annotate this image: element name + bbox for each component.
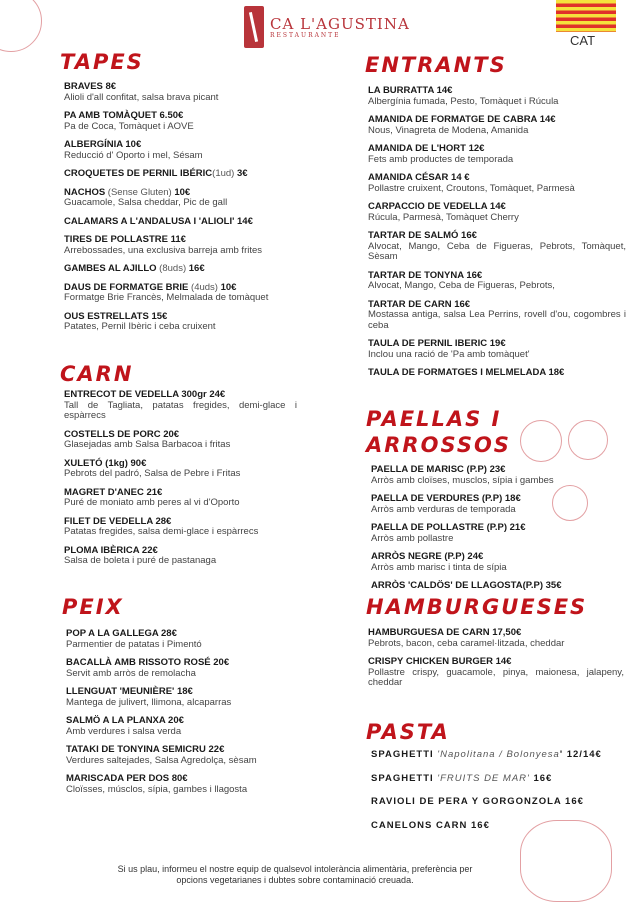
dish-description: Formatge Brie Francès, Melmalada de tomàquet — [64, 292, 269, 303]
menu-item — [64, 459, 297, 480]
dish-description: Patates, Pernil Ibèric i ceba cruixent — [64, 321, 216, 332]
dish-name: SPAGHETTI — [371, 749, 434, 760]
dish-description: Cloïsses, músclos, sípia, gambes i llagosta — [66, 783, 248, 795]
menu-item — [368, 115, 626, 136]
menu-item — [64, 283, 309, 304]
menu-item-title — [368, 339, 626, 350]
dish-description: Alioli d'all confitat, salsa brava picant — [64, 91, 219, 103]
dish-description: Glasejadas amb Salsa Barbacoa i fritas — [64, 439, 231, 450]
menu-item-title — [64, 264, 309, 275]
menu-item — [368, 86, 626, 107]
menu-item-title — [66, 774, 311, 785]
section-peix — [66, 629, 311, 803]
menu-item — [368, 657, 624, 689]
dish-note: 'FRUITS DE MAR' — [433, 772, 530, 784]
menu-item-title — [66, 745, 311, 756]
dish-description: Verdures saltejades, Salsa Agredolça, sèsam — [66, 754, 257, 766]
dish-name: BRAVES 8€ — [64, 81, 117, 92]
menu-item — [64, 390, 297, 422]
menu-item-title — [368, 202, 626, 213]
dish-note: (4uds) — [188, 281, 218, 293]
dish-name: ARRÒS NEGRE (P.P) 24€ — [371, 551, 484, 562]
heading-pasta: PASTA — [366, 720, 450, 744]
menu-item — [368, 300, 626, 332]
menu-item — [66, 687, 311, 708]
menu-item — [66, 658, 311, 679]
menu-item-title — [66, 687, 311, 698]
menu-item — [64, 140, 309, 161]
menu-item — [64, 82, 309, 103]
dish-price: 10€ — [217, 281, 237, 293]
dish-name: TARTAR DE SALMÓ 16€ — [368, 230, 477, 241]
heading-tapes: TAPES — [60, 50, 144, 74]
menu-item-title — [371, 581, 616, 592]
heading-hamburgueses: HAMBURGUESES — [366, 595, 588, 619]
dish-description: Arrebossades, una exclusiva barreja amb frites — [64, 244, 263, 256]
floral-decoration — [520, 420, 562, 462]
dish-note: (Sense Gluten) — [105, 186, 172, 198]
menu-item-title — [371, 552, 616, 563]
dish-name: AMANIDA DE L'HORT 12€ — [368, 143, 485, 154]
allergy-note: Si us plau, informeu el nostre equip de qualsevol intolerància alimentària, preferència per opcions vegetarianes i dubtes sobre contaminació creuada. — [117, 864, 473, 885]
menu-item — [368, 231, 626, 263]
dish-description: Inclou una ració de 'Pa amb tomàquet' — [368, 348, 530, 360]
dish-description: Rúcula, Parmesà, Tomàquet Cherry — [368, 211, 519, 223]
dish-note: (8uds) — [156, 263, 187, 274]
menu-item — [368, 628, 624, 649]
menu-item-title — [371, 494, 616, 505]
dish-name: ALBERGÍNIA 10€ — [64, 139, 142, 150]
menu-item-title — [371, 750, 631, 761]
dish-description: Pebrots, bacon, ceba caramel·litzada, cheddar — [368, 637, 565, 649]
heading-paellas-line1: PAELLAS I — [366, 407, 502, 431]
section-hamburgueses — [368, 628, 624, 697]
dish-name: XULETÓ (1kg) 90€ — [64, 457, 147, 469]
dish-name: ARRÒS 'CALDÖS' DE LLAGOSTA(P.P) 35€ — [371, 580, 562, 591]
menu-item — [64, 488, 297, 509]
menu-item — [64, 188, 309, 209]
menu-item — [64, 111, 309, 132]
menu-item-title — [64, 111, 309, 122]
dish-name: PAELLA DE MARISC (P.P) 23€ — [371, 464, 506, 475]
menu-item-title — [371, 465, 616, 476]
dish-name: LA BURRATTA 14€ — [368, 85, 453, 96]
dish-name: TIRES DE POLLASTRE 11€ — [64, 234, 186, 245]
dish-description: Albergínia fumada, Pesto, Tomàquet i Rúcula — [368, 95, 559, 107]
dish-description: Puré de moniato amb peres al vi d'Oporto — [64, 497, 240, 508]
section-carn — [64, 390, 297, 575]
dish-description: Pollastre cruixent, Croutons, Tomàquet, Parmesà — [368, 182, 575, 194]
heading-peix: PEIX — [62, 595, 124, 619]
menu-item — [371, 750, 631, 761]
dish-price: 3€ — [234, 168, 248, 179]
heading-carn: CARN — [60, 362, 134, 386]
menu-item — [371, 581, 616, 592]
menu-item — [368, 339, 626, 360]
restaurant-logo — [244, 6, 410, 48]
dish-name: TAULA DE FORMATGES I MELMELADA 18€ — [368, 367, 565, 378]
dish-name: FILET DE VEDELLA 28€ — [64, 515, 172, 527]
dish-name: ENTRECOT DE VEDELLA 300gr 24€ — [64, 389, 226, 400]
dish-description: Pebrots del padró, Salsa de Pebre i Fritas — [64, 468, 241, 479]
dish-name: CRISPY CHICKEN BURGER 14€ — [368, 656, 512, 667]
menu-item — [371, 552, 616, 573]
menu-item-title — [64, 390, 297, 401]
menu-item-title — [371, 774, 631, 785]
dish-description: Servit amb arròs de remolacha — [66, 667, 196, 679]
dish-name: CALAMARS A L'ANDALUSA I 'ALIOLI' 14€ — [64, 215, 253, 227]
section-paellas — [371, 465, 616, 600]
menu-item — [66, 629, 311, 650]
dish-description: Mantega de julivert, llimona, alcaparras — [66, 696, 232, 708]
menu-item — [64, 235, 309, 256]
dish-name: GAMBES AL AJILLO — [64, 263, 157, 274]
menu-item-title — [371, 797, 631, 808]
menu-item — [371, 774, 631, 785]
catalan-flag-icon[interactable] — [556, 0, 616, 32]
dish-price: 10€ — [171, 186, 191, 198]
dish-name: COSTELLS DE PORC 20€ — [64, 428, 180, 440]
menu-item-title — [368, 173, 626, 184]
dish-name: LLENGUAT 'MEUNIÈRE' 18€ — [66, 686, 193, 697]
dish-price: 16€ — [529, 772, 553, 784]
dish-description: Arròs amb pollastre — [371, 532, 454, 544]
restaurant-subtitle: RESTAURANTE — [270, 31, 341, 39]
menu-item-title — [368, 86, 626, 97]
menu-item — [66, 774, 311, 795]
dish-name: TAULA DE PERNIL IBERIC 19€ — [368, 338, 506, 349]
dish-name: TARTAR DE CARN 16€ — [368, 298, 471, 310]
menu-item — [64, 517, 297, 538]
dish-description: Nous, Vinagreta de Modena, Amanida — [368, 124, 529, 136]
menu-item — [368, 271, 626, 292]
dish-name: PA AMB TOMÀQUET 6.50€ — [64, 110, 184, 121]
dish-name: CARPACCIO DE VEDELLA 14€ — [368, 201, 506, 212]
dish-note: 'Napolitana / Bolonyesa — [433, 749, 560, 760]
heading-entrants: ENTRANTS — [365, 53, 507, 77]
menu-item-title — [368, 628, 624, 639]
menu-item-title — [64, 217, 309, 228]
menu-item — [368, 202, 626, 223]
dish-name: CROQUETES DE PERNIL IBÉRIC — [64, 168, 213, 179]
dish-name: TARTAR DE TONYNA 16€ — [368, 269, 483, 281]
menu-item — [371, 494, 616, 515]
menu-item — [371, 465, 616, 486]
dish-description: Pa de Coca, Tomàquet i AOVE — [64, 120, 194, 132]
dish-name: HAMBURGUESA DE CARN 17,50€ — [368, 627, 522, 638]
section-entrants — [368, 86, 626, 387]
dish-name: NACHOS — [64, 186, 106, 198]
dish-price: ' 12/14€ — [559, 749, 602, 760]
menu-item — [64, 312, 309, 333]
menu-item — [368, 173, 626, 194]
menu-item — [64, 217, 309, 228]
dish-name: RAVIOLI DE PERA Y GORGONZOLA 16€ — [371, 796, 584, 807]
menu-item-title — [368, 231, 626, 242]
menu-item-title — [368, 368, 626, 379]
dish-description: Pollastre crispy, guacamole, pinya, maionesa, jalapeny, cheddar — [368, 666, 624, 688]
dish-description: Arròs amb cloïses, musclos, sípia i gambes — [371, 474, 554, 486]
floral-decoration — [568, 420, 608, 460]
restaurant-name: CA L'AGUSTINA — [270, 14, 410, 33]
menu-item-title — [371, 523, 616, 534]
menu-item — [64, 169, 309, 180]
dish-description: Arròs amb marisc i tinta de sípia — [371, 561, 507, 573]
dish-description: Arròs amb verduras de temporada — [371, 503, 516, 515]
dish-note: (1ud) — [212, 168, 235, 179]
dish-description: Guacamole, Salsa cheddar, Pic de gall — [64, 197, 228, 208]
dish-name: CANELONS CARN 16€ — [371, 819, 490, 831]
menu-item — [64, 264, 309, 275]
dish-name: PAELLA DE VERDURES (P.P) 18€ — [371, 493, 521, 504]
dish-description: Reducció d' Oporto i mel, Sésam — [64, 149, 203, 161]
dish-name: PLOMA IBÈRICA 22€ — [64, 544, 158, 556]
dish-name: TATAKI DE TONYINA SEMICRU 22€ — [66, 744, 225, 755]
dish-name: OUS ESTRELLATS 15€ — [64, 310, 168, 322]
dish-name: AMANIDA DE FORMATGE DE CABRA 14€ — [368, 114, 556, 125]
menu-item — [66, 745, 311, 766]
dish-description: Mostassa antiga, salsa Lea Perrins, rovell d'ou, cogombres i ceba — [368, 309, 626, 331]
fork-logo-icon — [244, 6, 264, 48]
dish-price: 16€ — [186, 263, 205, 274]
menu-item-title — [66, 629, 311, 640]
dish-name: SALMÖ A LA PLANXA 20€ — [66, 715, 184, 726]
menu-item — [371, 523, 616, 544]
menu-item-title — [368, 115, 626, 126]
menu-item-title — [66, 716, 311, 727]
dish-name: POP A LA GALLEGA 28€ — [66, 628, 177, 639]
dish-description: Patatas fregides, salsa demi-glace i espàrrecs — [64, 526, 259, 537]
heading-paellas-line2: ARROSSOS — [366, 433, 511, 457]
dish-name: MAGRET D'ANEC 21€ — [64, 486, 163, 498]
menu-item-title — [368, 657, 624, 668]
dish-name: AMANIDA CÉSAR 14 € — [368, 172, 470, 183]
menu-item-title — [64, 140, 309, 151]
menu-item — [371, 821, 631, 832]
section-tapes — [64, 82, 309, 341]
dish-description: Parmentier de patatas i Pimentó — [66, 638, 202, 650]
dish-name: PAELLA DE POLLASTRE (P.P) 21€ — [371, 522, 526, 533]
section-pasta — [371, 750, 631, 844]
dish-name: MARISCADA PER DOS 80€ — [66, 773, 188, 784]
dish-description: Fets amb productes de temporada — [368, 153, 514, 165]
dish-name: BACALLÀ AMB RISSOTO ROSÉ 20€ — [66, 657, 230, 668]
menu-item — [371, 797, 631, 808]
menu-item-title — [64, 169, 309, 180]
menu-item-title — [371, 821, 631, 832]
floral-decoration — [0, 0, 42, 52]
dish-description: Alvocat, Mango, Ceba de Figueras, Pebrots, Tomàquet, Sèsam — [368, 240, 626, 262]
dish-description: Tall de Tagliata, patatas fregides, demi-glace i espàrrecs — [64, 399, 297, 421]
menu-item — [368, 144, 626, 165]
dish-description: Amb verdures i salsa verda — [66, 725, 182, 737]
menu-item — [64, 430, 297, 451]
language-label[interactable]: CAT — [570, 33, 596, 48]
menu-item — [368, 368, 626, 379]
menu-item-title — [64, 82, 309, 93]
menu-item — [66, 716, 311, 737]
menu-item — [64, 546, 297, 567]
dish-description: Alvocat, Mango, Ceba de Figueras, Pebrots, — [368, 280, 555, 291]
menu-item-title — [64, 235, 309, 246]
dish-name: SPAGHETTI — [371, 772, 434, 784]
menu-item-title — [368, 144, 626, 155]
menu-item-title — [66, 658, 311, 669]
dish-description: Salsa de boleta i puré de pastanaga — [64, 555, 217, 566]
dish-name: DAUS DE FORMATGE BRIE — [64, 281, 189, 293]
